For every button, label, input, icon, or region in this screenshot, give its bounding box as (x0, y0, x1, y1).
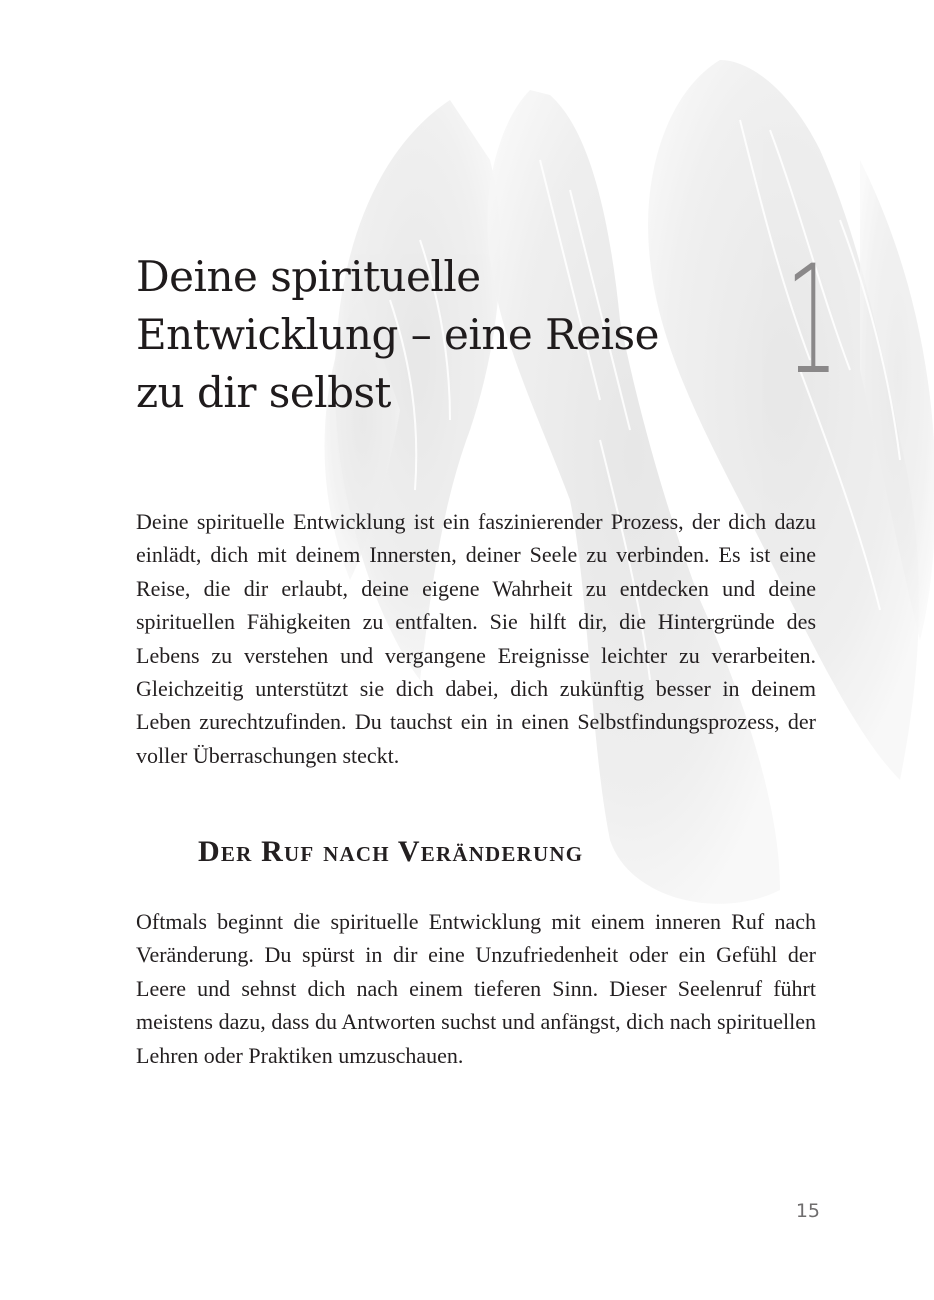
intro-paragraph: Deine spirituelle Entwicklung ist ein faszinierender Prozess, der dich dazu einlädt, dich mit deinem Innersten, deiner Seele zu verbinden. Es ist eine Reise, die dir erlaubt, deine eigene Wahrheit zu entdecken und deine spirituellen Fähigkeiten zu entfalten. Sie hilft dir, die Hintergründe des Lebens zu verstehen und vergangene Ereignisse leichter zu verarbeiten. Gleichzeitig unterstützt sie dich dabei, dich zukünftig besser in deinem Leben zurechtzufinden. Du tauchst ein in einen Selbstfindungsprozess, der voller Überraschungen steckt. (136, 509, 816, 768)
section-paragraph: Oftmals beginnt die spirituelle Entwicklung mit einem inneren Ruf nach Veränderung. Du spürst in dir eine Unzufriedenheit oder ein Gefühl der Leere und sehnst dich nach einem tieferen Sinn. Dieser Seelenruf führt meistens dazu, dass du Antworten suchst und anfängst, dich nach spirituellen Lehren oder Praktiken umzuschauen. (136, 909, 816, 1068)
angel-wings-illustration (300, 40, 934, 940)
page-number: 15 (795, 1200, 820, 1222)
section-heading: Der Ruf nach Veränderung (198, 835, 584, 868)
chapter-number: 1 (785, 234, 839, 408)
chapter-title: Deine spirituelle Entwicklung – eine Reise zu dir selbst (136, 252, 659, 417)
